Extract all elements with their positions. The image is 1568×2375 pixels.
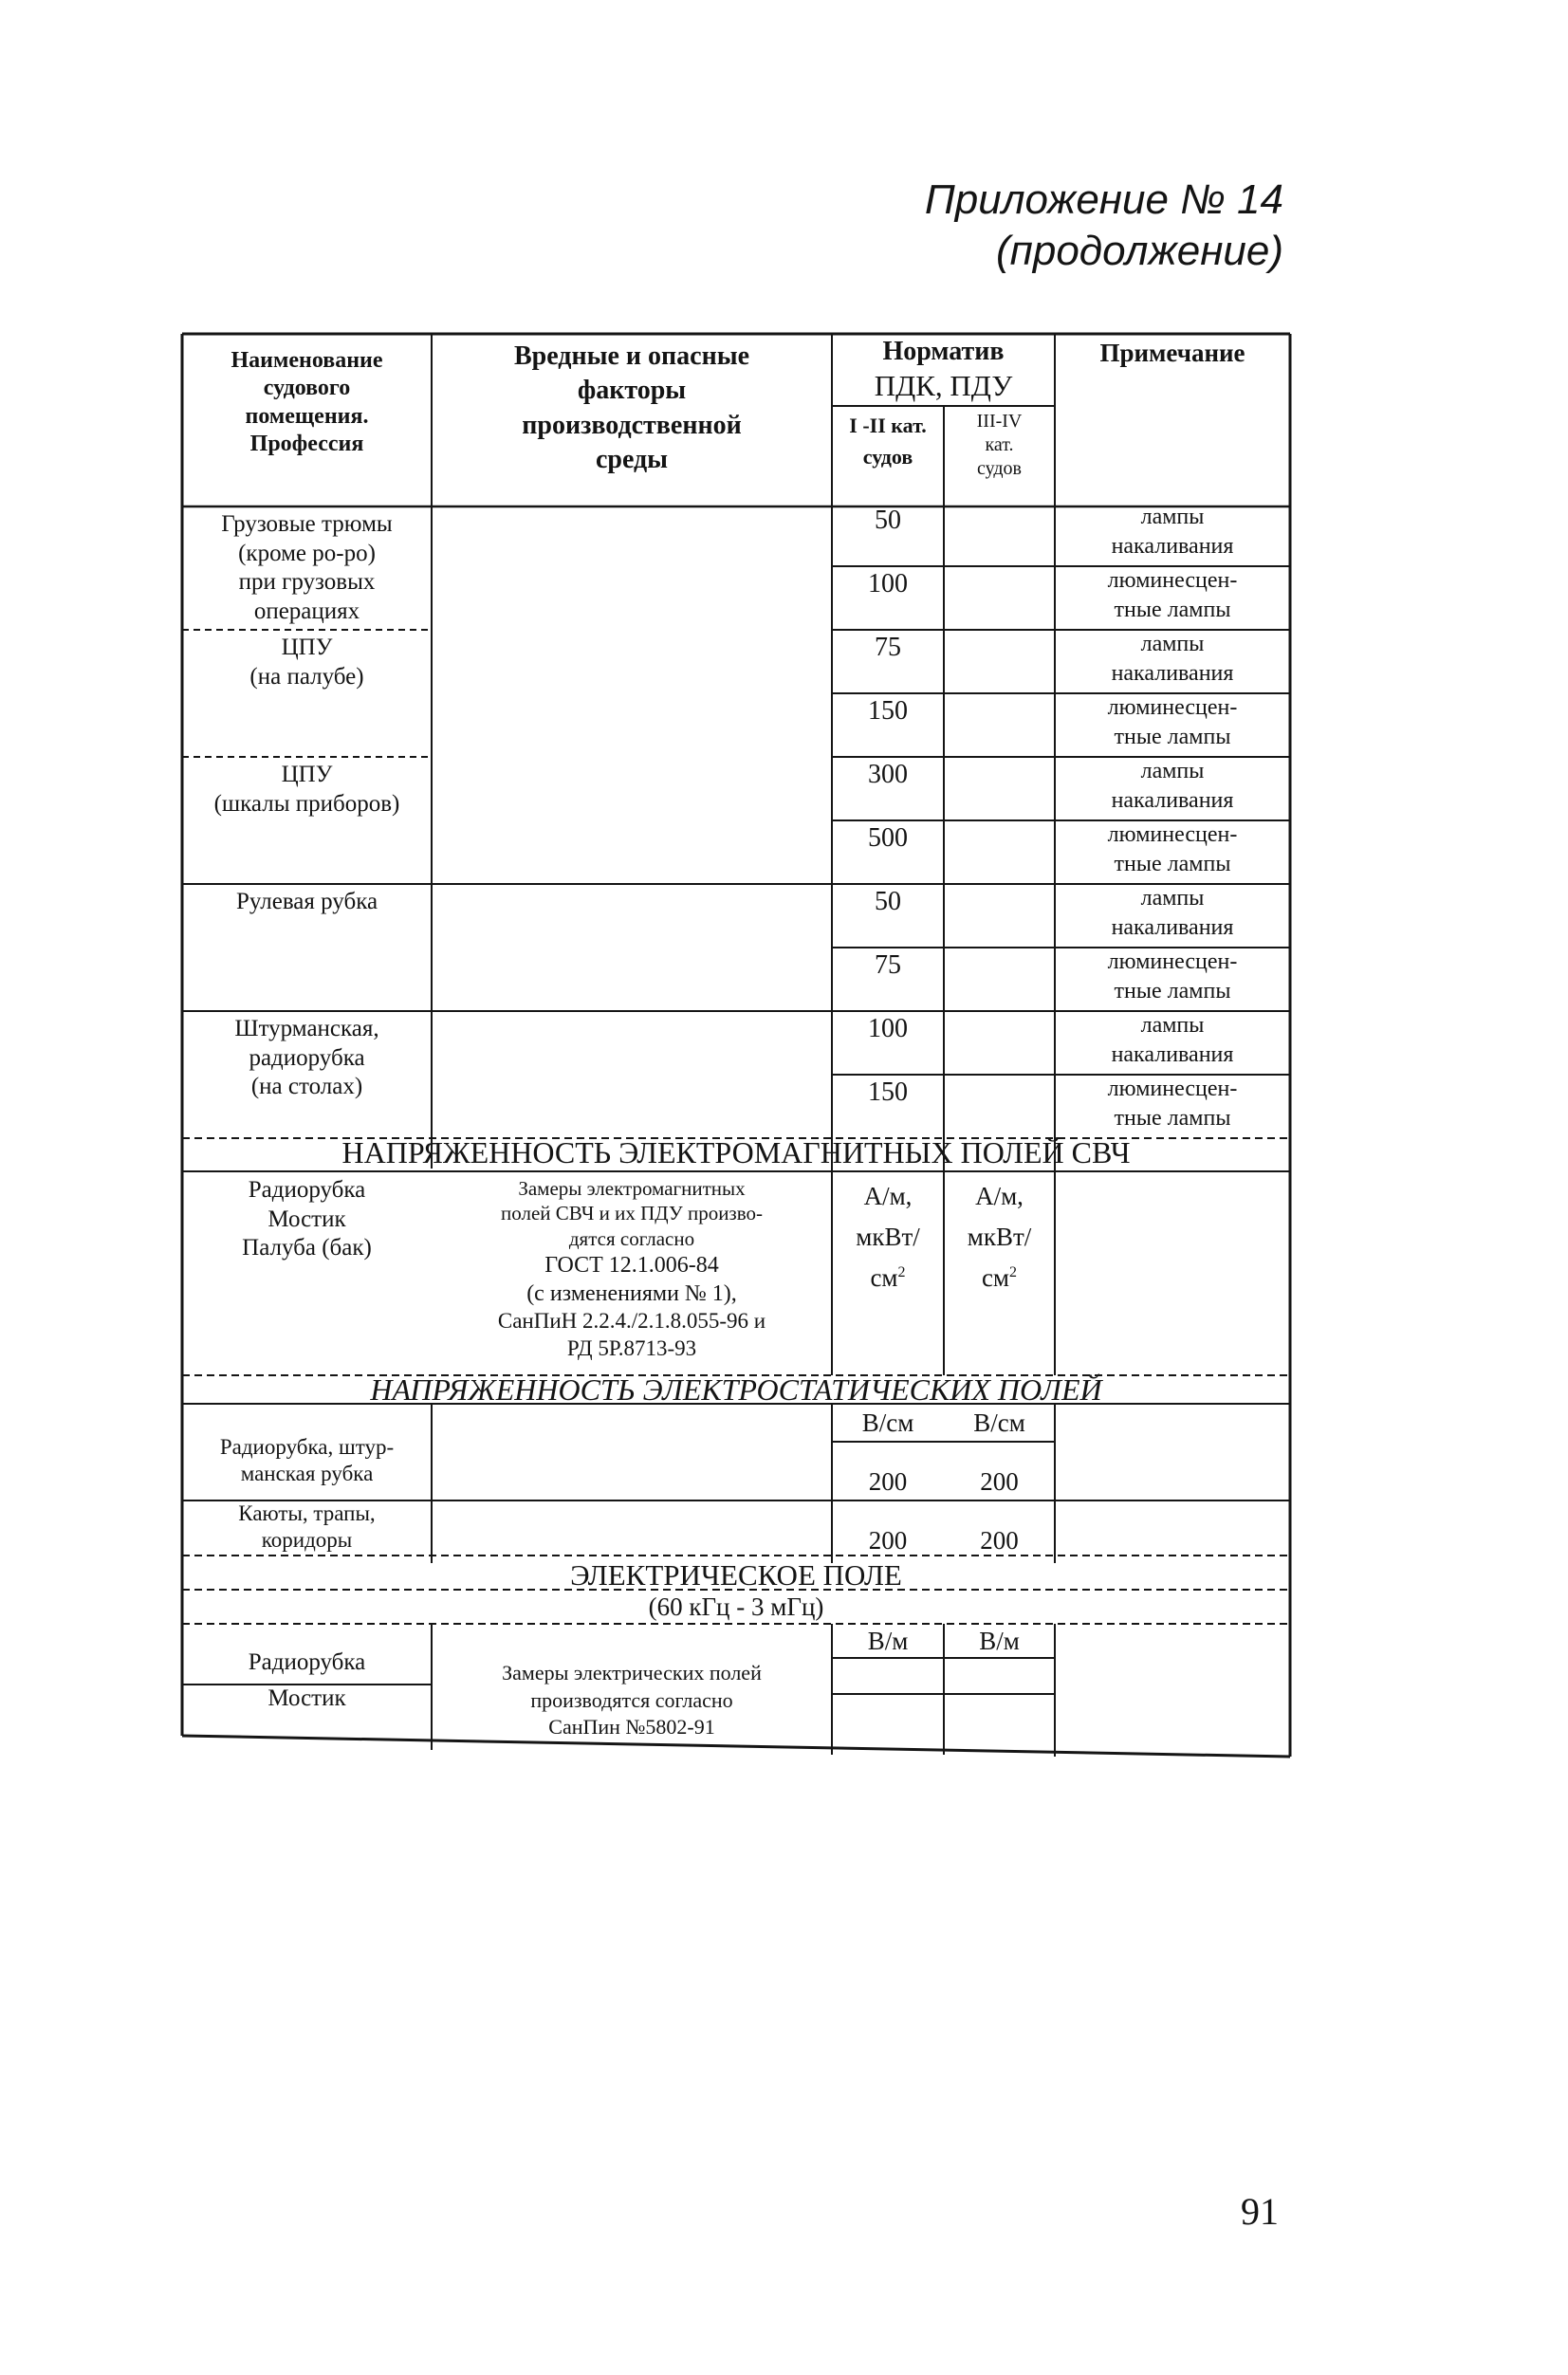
microwave-unit-cat-1-2 bbox=[832, 1176, 944, 1299]
note-line: люминесцен- bbox=[1107, 949, 1238, 974]
lux-value: 150 bbox=[868, 696, 908, 726]
room-line: Радиорубка bbox=[248, 1177, 366, 1203]
factor-line: ГОСТ 12.1.006-84 bbox=[544, 1252, 719, 1278]
room-line: (на столах) bbox=[250, 1074, 363, 1099]
unit-line: А/м, bbox=[975, 1182, 1024, 1210]
note-line: тные лампы bbox=[1114, 979, 1231, 1004]
note-luminescent bbox=[1055, 1075, 1290, 1133]
room-line: коридоры bbox=[261, 1528, 353, 1553]
col-factors-line: производственной bbox=[522, 410, 742, 440]
note-line: накаливания bbox=[1111, 661, 1234, 687]
room-line: операциях bbox=[253, 598, 360, 624]
note-incandescent bbox=[1055, 1011, 1290, 1070]
note-line: люминесцен- bbox=[1107, 568, 1238, 593]
unit-sup: 2 bbox=[1009, 1264, 1018, 1281]
unit-line: А/м, bbox=[863, 1182, 913, 1210]
unit-line bbox=[832, 1258, 944, 1298]
room-line: ЦПУ bbox=[281, 635, 333, 660]
room-cargo-holds bbox=[182, 510, 432, 626]
electric-factor bbox=[432, 1660, 832, 1741]
electrostatic-value: 200 bbox=[980, 1467, 1019, 1496]
note-line: тные лампы bbox=[1114, 852, 1231, 877]
section-title-electric: ЭЛЕКТРИЧЕСКОЕ ПОЛЕ bbox=[570, 1558, 902, 1592]
lux-value: 75 bbox=[875, 633, 901, 662]
electrostatic-unit: В/см bbox=[973, 1408, 1025, 1437]
col-cat-3-4 bbox=[944, 410, 1055, 481]
note-luminescent bbox=[1055, 566, 1290, 625]
col-cat-3-4-line: III-IV bbox=[976, 411, 1023, 432]
room-line: ЦПУ bbox=[281, 762, 333, 787]
room-line: Каюты, трапы, bbox=[238, 1501, 376, 1525]
electric-unit: В/м bbox=[979, 1627, 1020, 1655]
electric-unit: В/м bbox=[867, 1627, 909, 1655]
room-line: Грузовые трюмы bbox=[221, 511, 393, 537]
room-line: Радиорубка, штур- bbox=[219, 1435, 395, 1459]
electrostatic-value: 200 bbox=[980, 1526, 1019, 1555]
col-cat-3-4-line: кат. bbox=[985, 434, 1014, 455]
col-norm-subtitle: ПДК, ПДУ bbox=[874, 369, 1013, 402]
note-line: люминесцен- bbox=[1107, 1077, 1238, 1101]
col-room-line: Наименование bbox=[231, 348, 383, 373]
note-line: тные лампы bbox=[1114, 1106, 1231, 1132]
room-line: Штурманская, bbox=[234, 1016, 379, 1041]
lux-value: 300 bbox=[868, 760, 908, 789]
factor-line: полей СВЧ и их ПДУ произво- bbox=[501, 1202, 763, 1225]
col-note-header: Примечание bbox=[1099, 339, 1245, 367]
factor-line: СанПиН 2.2.4./2.1.8.055-96 и bbox=[497, 1308, 766, 1333]
room-line: Мостик bbox=[267, 1206, 346, 1232]
col-cat-1-2-line: судов bbox=[862, 445, 913, 469]
unit-sup: 2 bbox=[897, 1264, 906, 1281]
unit-line: мкВт/ bbox=[856, 1223, 920, 1252]
room-ecr-deck bbox=[182, 634, 432, 691]
page-number: 91 bbox=[1241, 2190, 1279, 2233]
note-line: накаливания bbox=[1111, 534, 1234, 560]
microwave-rooms bbox=[182, 1176, 432, 1263]
electric-room: Мостик bbox=[267, 1685, 346, 1711]
room-line: (шкалы приборов) bbox=[213, 790, 400, 817]
factor-line: СанПин №5802-91 bbox=[548, 1715, 715, 1740]
factor-line: дятся согласно bbox=[568, 1226, 695, 1250]
note-luminescent bbox=[1055, 948, 1290, 1006]
lux-value: 50 bbox=[875, 506, 901, 535]
room-line: (на палубе) bbox=[249, 663, 364, 690]
note-luminescent bbox=[1055, 820, 1290, 879]
note-line: накаливания bbox=[1111, 915, 1234, 941]
electric-room: Радиорубка bbox=[248, 1649, 366, 1675]
factor-line: Замеры электрических полей bbox=[502, 1661, 762, 1685]
col-room-line: Профессия bbox=[249, 431, 364, 456]
col-room-line: судового bbox=[263, 376, 351, 401]
unit-line bbox=[944, 1258, 1055, 1298]
note-luminescent bbox=[1055, 693, 1290, 752]
col-factors-line: среды bbox=[595, 445, 669, 475]
factor-line: (с изменениями № 1), bbox=[526, 1280, 737, 1306]
note-line: накаливания bbox=[1111, 788, 1234, 814]
electrostatic-value: 200 bbox=[868, 1467, 908, 1496]
col-cat-1-2-line: I -II кат. bbox=[849, 414, 927, 437]
unit-cm: см bbox=[870, 1263, 898, 1293]
col-cat-3-4-line: судов bbox=[977, 458, 1022, 479]
lux-value: 75 bbox=[875, 950, 901, 980]
electrostatic-value: 200 bbox=[868, 1526, 908, 1555]
note-line: люминесцен- bbox=[1107, 695, 1238, 720]
room-chart-radio bbox=[182, 1015, 432, 1102]
note-incandescent bbox=[1055, 630, 1290, 689]
lux-value: 150 bbox=[868, 1077, 908, 1107]
factor-line: производятся согласно bbox=[530, 1687, 733, 1712]
col-norm-title: Норматив bbox=[882, 337, 1005, 366]
appendix-title: Приложение № 14 bbox=[924, 176, 1283, 223]
col-factors-line: факторы bbox=[577, 376, 687, 406]
note-incandescent bbox=[1055, 884, 1290, 943]
room-line: радиорубка bbox=[249, 1044, 365, 1071]
lux-value: 50 bbox=[875, 887, 901, 916]
note-incandescent bbox=[1055, 503, 1290, 562]
section-subtitle-electric: (60 кГц - 3 мГц) bbox=[648, 1593, 824, 1621]
note-incandescent bbox=[1055, 757, 1290, 816]
note-line: тные лампы bbox=[1114, 725, 1231, 750]
lux-value: 100 bbox=[868, 569, 908, 598]
room-wheelhouse bbox=[182, 888, 432, 917]
unit-cm: см bbox=[981, 1263, 1010, 1293]
electrostatic-room bbox=[182, 1500, 432, 1554]
note-line: накаливания bbox=[1111, 1042, 1234, 1068]
electrostatic-unit: В/см bbox=[861, 1408, 914, 1437]
col-factors-line: Вредные и опасные bbox=[513, 341, 749, 371]
factor-line: Замеры электромагнитных bbox=[518, 1177, 746, 1200]
unit-line: мкВт/ bbox=[967, 1223, 1032, 1252]
note-line: лампы bbox=[1140, 632, 1205, 656]
room-line: при грузовых bbox=[238, 569, 376, 595]
room-line: Палуба (бак) bbox=[242, 1235, 372, 1261]
appendix-continuation: (продолжение) bbox=[996, 228, 1283, 274]
note-line: люминесцен- bbox=[1107, 822, 1238, 847]
electrostatic-room bbox=[182, 1434, 432, 1487]
microwave-factor bbox=[432, 1176, 832, 1362]
lux-value: 100 bbox=[868, 1014, 908, 1043]
note-line: тные лампы bbox=[1114, 598, 1231, 623]
note-line: лампы bbox=[1140, 759, 1205, 783]
room-line: (кроме ро-ро) bbox=[238, 540, 376, 566]
factor-line: РД 5Р.8713-93 bbox=[566, 1335, 697, 1360]
section-title-electrostatic: НАПРЯЖЕННОСТЬ ЭЛЕКТРОСТАТИЧЕСКИХ ПОЛЕЙ bbox=[370, 1372, 1102, 1407]
col-room-line: помещения. bbox=[245, 403, 369, 429]
col-cat-1-2 bbox=[832, 410, 944, 472]
lux-value: 500 bbox=[868, 823, 908, 853]
room-ecr-gauges bbox=[182, 761, 432, 819]
col-factors-header bbox=[432, 340, 832, 478]
microwave-unit-cat-3-4 bbox=[944, 1176, 1055, 1299]
room-line: манская рубка bbox=[240, 1462, 374, 1486]
section-title-microwave: НАПРЯЖЕННОСТЬ ЭЛЕКТРОМАГНИТНЫХ ПОЛЕЙ СВЧ bbox=[341, 1135, 1131, 1169]
room-line: Рулевая рубка bbox=[235, 889, 378, 914]
note-line: лампы bbox=[1140, 505, 1205, 529]
note-line: лампы bbox=[1140, 886, 1205, 911]
note-line: лампы bbox=[1140, 1013, 1205, 1038]
col-room-header bbox=[182, 347, 432, 458]
